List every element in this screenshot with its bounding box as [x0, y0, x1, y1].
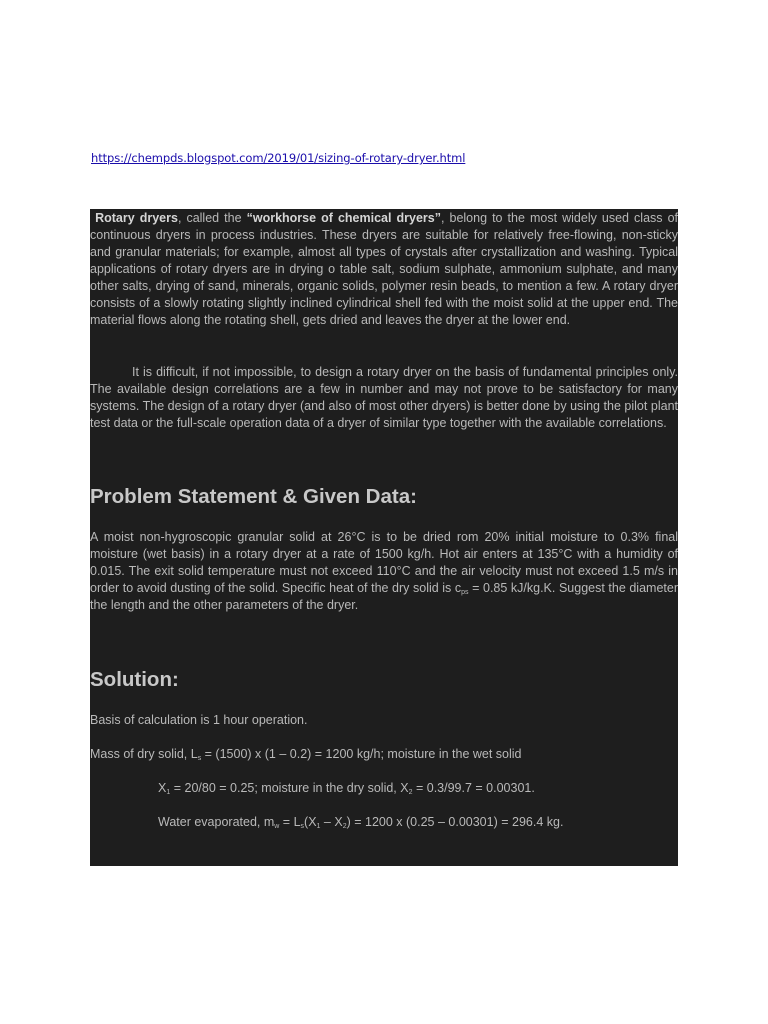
evap-text-a: Water evaporated, m	[158, 815, 275, 829]
mass-text-b: = (1500) x (1 – 0.2) = 1200 kg/h; moisture in the wet solid	[201, 747, 522, 761]
evap-sub-w: w	[274, 823, 280, 830]
design-paragraph: It is difficult, if not impossible, to design a rotary dryer on the basis of fundamental principles only. The available design correlations are a few in number and may not prove to be satisfactory for many systems. The design of a rotary dryer (and also of most other dryers) is better done by using the pilot plant test data or the full-scale operation data of a dryer of similar type together with the available correlations.	[90, 365, 678, 430]
evap-text-c: (X	[304, 815, 317, 829]
rotary-dryers-term: Rotary dryers	[95, 211, 178, 225]
x2-text-b: = 0.3/99.7 = 0.00301.	[412, 781, 535, 795]
x1-sub: 1	[166, 789, 171, 796]
workhorse-quote: “workhorse of chemical dryers”	[246, 211, 441, 225]
problem-sub-ps: ps	[461, 589, 469, 596]
basis-line: Basis of calculation is 1 hour operation.	[90, 713, 308, 727]
intro-body: , belong to the most widely used class of continuous dryers in process industries. These dryers are suitable for relatively free-flowing, non-sticky and granular materials; for example, almost all types of crystals after crystallization and washing. Typical applications of rotary dryers are in drying o table salt, sodium sulphate, ammonium sulphate, and many other salts, drying of sand, minerals, organic solids, polymer resin beads, to mention a few. A rotary dryer consists of a slowly rotating slightly inclined cylindrical shell fed with the moist solid at the upper end. The material flows along the rotating shell, gets dried and leaves the dryer at the lower end.	[90, 211, 679, 327]
intro-paragraph	[90, 210, 678, 329]
problem-paragraph	[90, 529, 678, 614]
problem-text-b: = 0.85 kJ/kg.K. Suggest the diameter the length and the other parameters of the dryer.	[90, 581, 678, 612]
evap-text-d: – X	[320, 815, 343, 829]
source-link[interactable]: https://chempds.blogspot.com/2019/01/sizing-of-rotary-dryer.html	[91, 151, 466, 165]
evap-sub-2: 2	[342, 823, 347, 830]
solution-heading: Solution:	[90, 668, 179, 691]
moisture-line	[158, 780, 535, 797]
evaporated-line	[158, 814, 563, 831]
mass-line	[90, 746, 522, 763]
mass-text-a: Mass of dry solid, L	[90, 747, 198, 761]
evap-sub-s: s	[300, 823, 305, 830]
problem-text-a: A moist non-hygroscopic granular solid at 26°C is to be dried rom 20% initial moisture to 0.3% final moisture (wet basis) in a rotary dryer at a rate of 1500 kg/h. Hot air enters at 135°C with a humidity of 0.015. The exit solid temperature must not exceed 110°C and the air velocity must not exceed 1.5 m/s in order to avoid dusting of the solid. Specific heat of the dry solid is c	[90, 530, 678, 595]
x1-text-b: = 20/80 = 0.25; moisture in the dry solid, X	[170, 781, 409, 795]
x1-text: X	[158, 781, 167, 795]
evap-text-b: = L	[279, 815, 301, 829]
problem-heading: Problem Statement & Given Data:	[90, 485, 417, 508]
evap-sub-1: 1	[316, 823, 321, 830]
intro-called: , called the	[177, 211, 247, 225]
article-excerpt	[90, 209, 678, 866]
evap-text-e: ) = 1200 x (0.25 – 0.00301) = 296.4 kg.	[346, 815, 564, 829]
mass-sub: s	[197, 755, 202, 762]
x2-sub: 2	[408, 789, 413, 796]
